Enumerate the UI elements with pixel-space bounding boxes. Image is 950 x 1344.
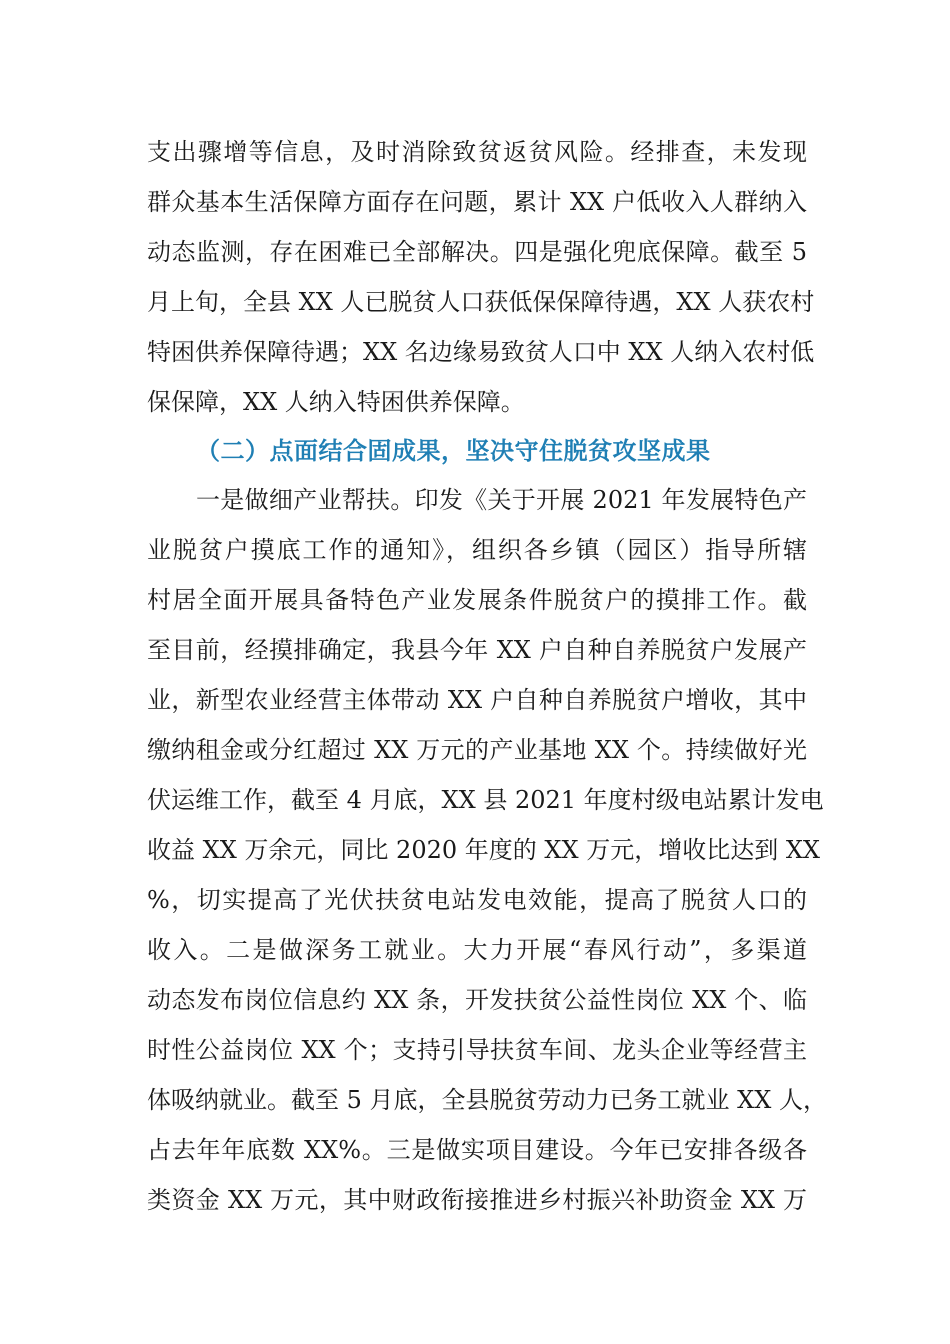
text-line: 至目前，经摸排确定，我县今年 XX 户自种自养脱贫户发展产 <box>147 636 807 664</box>
text-line: 收入。二是做深务工就业。大力开展“春风行动”，多渠道 <box>147 936 807 964</box>
text-line: 群众基本生活保障方面存在问题，累计 XX 户低收入人群纳入 <box>147 188 807 216</box>
section-heading: （二）点面结合固成果，坚决守住脱贫攻坚成果 <box>196 436 711 465</box>
text-line: 特困供养保障待遇；XX 名边缘易致贫人口中 XX 人纳入农村低 <box>147 338 815 366</box>
text-line: 支出骤增等信息，及时消除致贫返贫风险。经排查，未发现 <box>147 138 807 166</box>
text-line: 动态监测，存在困难已全部解决。四是强化兜底保障。截至 5 <box>147 238 807 266</box>
text-line: %，切实提高了光伏扶贫电站发电效能，提高了脱贫人口的 <box>147 886 807 914</box>
text-line: 时性公益岗位 XX 个；支持引导扶贫车间、龙头企业等经营主 <box>147 1036 807 1064</box>
text-line: 缴纳租金或分红超过 XX 万元的产业基地 XX 个。持续做好光 <box>147 736 807 764</box>
text-line: 收益 XX 万余元，同比 2020 年度的 XX 万元，增收比达到 XX <box>147 836 820 864</box>
text-line: 类资金 XX 万元，其中财政衔接推进乡村振兴补助资金 XX 万 <box>147 1186 807 1214</box>
text-line: 月上旬，全县 XX 人已脱贫人口获低保保障待遇，XX 人获农村 <box>147 288 815 316</box>
text-line: 业脱贫户摸底工作的通知》，组织各乡镇（园区）指导所辖 <box>147 536 807 564</box>
text-line: 业，新型农业经营主体带动 XX 户自种自养脱贫户增收，其中 <box>147 686 807 714</box>
text-line: 动态发布岗位信息约 XX 条，开发扶贫公益性岗位 XX 个、临 <box>147 986 807 1014</box>
text-line: 占去年年底数 XX%。三是做实项目建设。今年已安排各级各 <box>147 1136 807 1164</box>
text-line: 一是做细产业帮扶。印发《关于开展 2021 年发展特色产 <box>196 486 807 514</box>
text-line: 体吸纳就业。截至 5 月底，全县脱贫劳动力已务工就业 XX 人， <box>147 1086 827 1114</box>
text-line: 村居全面开展具备特色产业发展条件脱贫户的摸排工作。截 <box>147 586 807 614</box>
text-line: 伏运维工作，截至 4 月底，XX 县 2021 年度村级电站累计发电 <box>147 786 824 814</box>
text-line: 保保障，XX 人纳入特困供养保障。 <box>147 388 525 416</box>
